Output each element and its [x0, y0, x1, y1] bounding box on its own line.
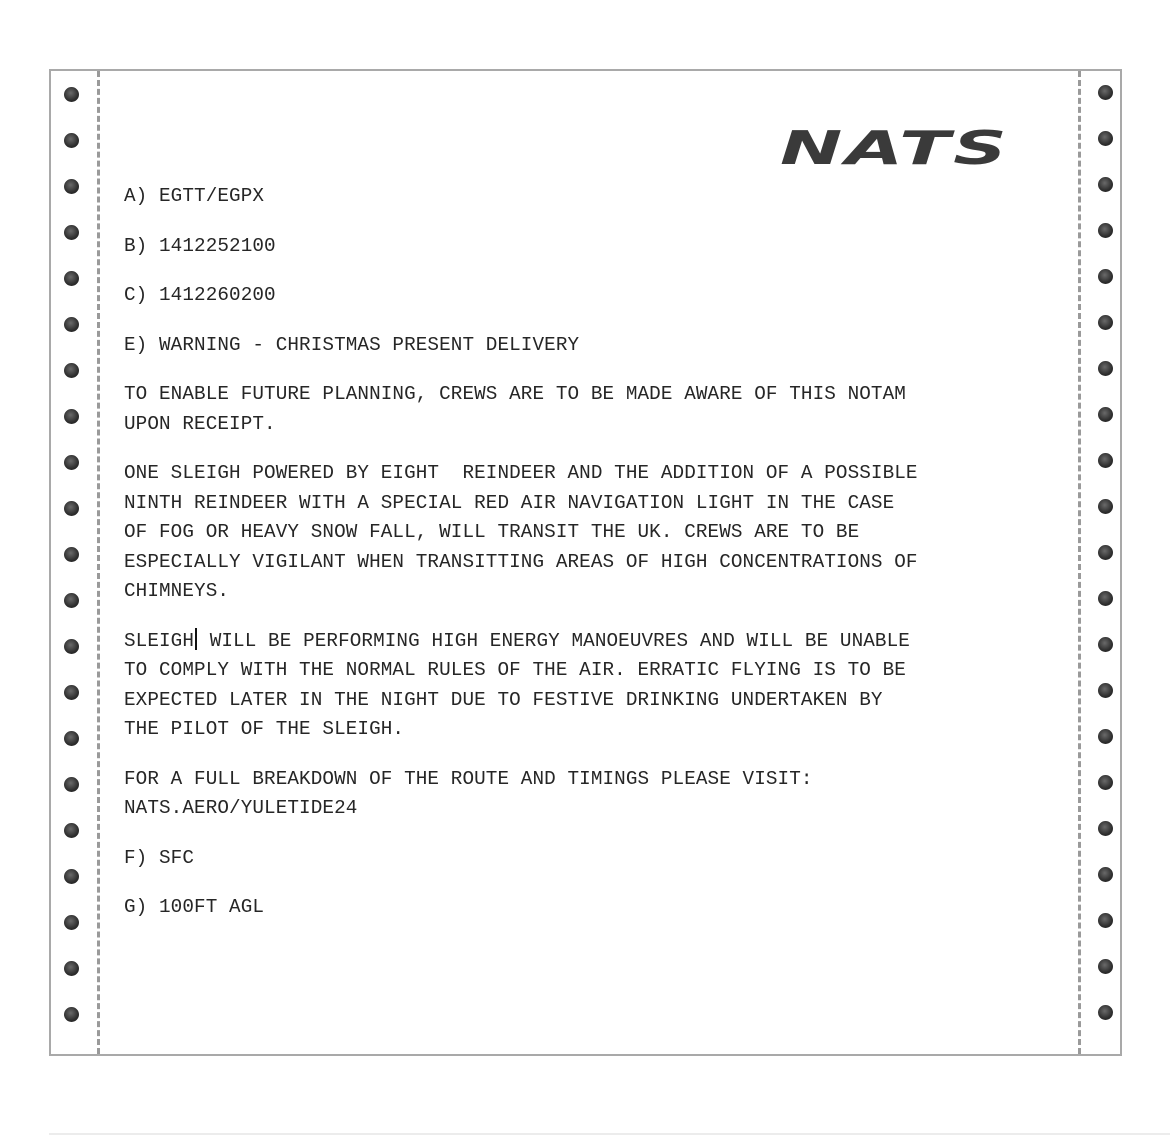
field-g: G) 100FT AGL	[124, 896, 265, 918]
sprocket-hole	[64, 133, 79, 148]
field-a: A) EGTT/EGPX	[124, 185, 265, 207]
sprocket-hole	[64, 179, 79, 194]
logo-text: NATS	[780, 124, 1010, 168]
sprocket-hole	[64, 961, 79, 976]
sprocket-hole	[1098, 453, 1113, 468]
sprocket-hole	[64, 501, 79, 516]
field-f: F) SFC	[124, 846, 195, 869]
paragraph-manoeuvres-start: SLEIGH	[124, 629, 195, 652]
sprocket-hole	[64, 593, 79, 608]
sprocket-hole	[1098, 269, 1113, 284]
sprocket-hole	[64, 869, 79, 884]
sprocket-hole	[64, 87, 79, 102]
left-perforation	[97, 71, 100, 1054]
sprocket-hole	[64, 363, 79, 378]
sprocket-hole	[1098, 867, 1113, 882]
sprocket-hole	[1098, 85, 1113, 100]
sprocket-hole	[1098, 683, 1113, 698]
sprocket-hole	[1098, 315, 1113, 330]
sprocket-hole	[1098, 821, 1113, 836]
sprocket-hole	[64, 317, 79, 332]
sprocket-hole	[64, 777, 79, 792]
text-cursor	[195, 628, 197, 650]
sprocket-hole	[64, 225, 79, 240]
sprocket-hole	[1098, 913, 1113, 928]
left-tractor-strip	[51, 71, 103, 1054]
sprocket-hole	[1098, 223, 1113, 238]
sprocket-hole	[64, 639, 79, 654]
paragraph-manoeuvres-rest: WILL BE PERFORMING HIGH ENERGY MANOEUVRES AND WILL BE UNABLE TO COMPLY WITH THE NORMAL RULES OF THE AIR. ERRATIC FLYING IS TO BE EXPECTED LATER IN THE NIGHT DUE TO FESTIVE DRINKING UNDERTAKEN BY THE PILOT OF THE SLEIGH.	[124, 629, 910, 740]
sprocket-hole	[1098, 775, 1113, 790]
sprocket-hole	[64, 271, 79, 286]
sprocket-hole	[1098, 131, 1113, 146]
sprocket-hole	[64, 455, 79, 470]
sprocket-hole	[1098, 591, 1113, 606]
sprocket-hole	[1098, 637, 1113, 652]
paragraph-planning: TO ENABLE FUTURE PLANNING, CREWS ARE TO BE MADE AWARE OF THIS NOTAM UPON RECEIPT.	[124, 383, 906, 435]
sprocket-hole	[64, 685, 79, 700]
right-tractor-strip	[1068, 71, 1120, 1054]
sprocket-hole	[64, 409, 79, 424]
field-c: C) 1412260200	[124, 284, 276, 306]
sprocket-hole	[1098, 407, 1113, 422]
sprocket-hole	[64, 915, 79, 930]
right-perforation	[1078, 71, 1081, 1054]
paragraph-route-link: FOR A FULL BREAKDOWN OF THE ROUTE AND TIMINGS PLEASE VISIT: NATS.AERO/YULETIDE24	[124, 767, 813, 819]
sprocket-hole	[1098, 361, 1113, 376]
sprocket-hole	[1098, 545, 1113, 560]
paragraph-manoeuvres	[124, 627, 1054, 745]
field-b: B) 1412252100	[124, 234, 276, 257]
sprocket-hole	[1098, 729, 1113, 744]
sprocket-hole	[64, 731, 79, 746]
nats-logo	[780, 124, 1012, 168]
notam-body	[124, 182, 1054, 943]
sprocket-hole	[1098, 959, 1113, 974]
sprocket-hole	[64, 1007, 79, 1022]
paragraph-sleigh-transit: ONE SLEIGH POWERED BY EIGHT REINDEER AND THE ADDITION OF A POSSIBLE NINTH REINDEER WITH A SPECIAL RED AIR NAVIGATION LIGHT IN THE CASE OF FOG OR HEAVY SNOW FALL, WILL TRANSIT THE UK. CREWS ARE TO BE ESPECIALLY VIGILANT WHEN TRANSITTING AREAS OF HIGH CONCENTRATIONS OF CHIMNEYS.	[124, 462, 918, 602]
sprocket-hole	[1098, 1005, 1113, 1020]
sprocket-hole	[1098, 499, 1113, 514]
sprocket-hole	[1098, 177, 1113, 192]
field-e: E) WARNING - CHRISTMAS PRESENT DELIVERY	[124, 333, 580, 356]
sprocket-hole	[64, 547, 79, 562]
sprocket-hole	[64, 823, 79, 838]
bottom-divider	[49, 1133, 1170, 1135]
